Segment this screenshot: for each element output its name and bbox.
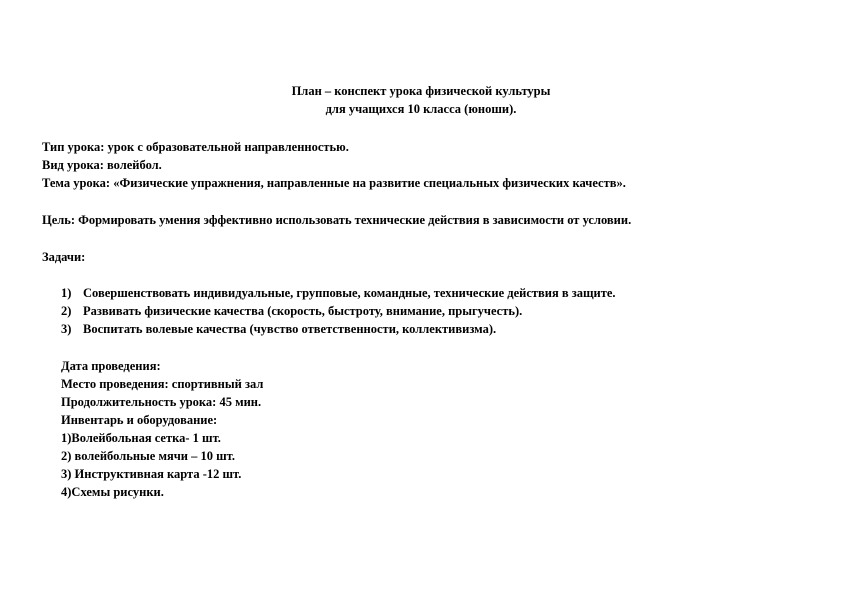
equipment-item: 4)Схемы рисунки. — [61, 485, 164, 499]
lesson-kind: Вид урока: волейбол. — [42, 158, 162, 172]
lesson-date: Дата проведения: — [61, 359, 161, 373]
lesson-topic: Тема урока: «Физические упражнения, направленные на развитие специальных физических качеств». — [42, 176, 626, 190]
task-text: Совершенствовать индивидуальные, групповые, командные, технические действия в защите. — [83, 286, 616, 300]
task-text: Воспитать волевые качества (чувство ответственности, коллективизма). — [83, 322, 497, 336]
tasks-list — [61, 284, 616, 338]
title-line-2: для учащихся 10 класса (юноши). — [325, 102, 517, 116]
tasks-heading — [42, 248, 85, 266]
document-title — [0, 82, 842, 118]
equipment-item: 2) волейбольные мячи – 10 шт. — [61, 449, 236, 463]
lesson-type: Тип урока: урок с образовательной направленностью. — [42, 140, 349, 154]
lesson-info — [61, 357, 263, 501]
task-number: 2) — [61, 304, 72, 318]
goal-text: Цель: Формировать умения эффективно использовать технические действия в зависимости от условии. — [42, 213, 632, 227]
list-item — [61, 284, 616, 302]
task-number: 1) — [61, 286, 72, 300]
list-item — [61, 320, 616, 338]
equipment-item: 3) Инструктивная карта -12 шт. — [61, 467, 242, 481]
lesson-goal — [42, 211, 631, 229]
lesson-place: Место проведения: спортивный зал — [61, 377, 264, 391]
title-line-1: План – конспект урока физической культуры — [291, 84, 551, 98]
task-text: Развивать физические качества (скорость, быстроту, внимание, прыгучесть). — [83, 304, 523, 318]
tasks-label: Задачи: — [42, 250, 86, 264]
lesson-duration: Продолжительность урока: 45 мин. — [61, 395, 262, 409]
list-item — [61, 302, 616, 320]
equipment-item: 1)Волейбольная сетка- 1 шт. — [61, 431, 221, 445]
lesson-meta — [42, 138, 626, 192]
equipment-label: Инвентарь и оборудование: — [61, 413, 218, 427]
task-number: 3) — [61, 322, 72, 336]
